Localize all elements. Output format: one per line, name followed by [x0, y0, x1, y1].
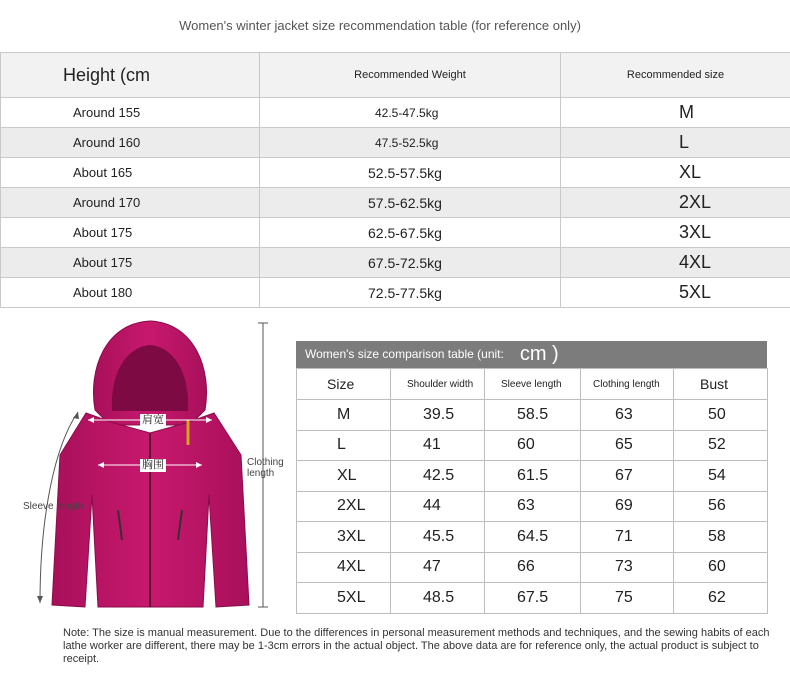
sleeve-length-cell: 64.5: [485, 522, 581, 553]
chest-label: 胸围: [142, 459, 164, 471]
header-weight: Recommended Weight: [260, 53, 561, 98]
shoulder-width-cell: 44: [391, 491, 485, 522]
table-row: [297, 491, 768, 522]
header-clothing-length: Clothing length: [581, 369, 674, 400]
size-cell: 4XL: [561, 248, 790, 278]
shoulder-width-cell: 41: [391, 430, 485, 461]
sleeve-length-cell: 58.5: [485, 400, 581, 431]
size-cell: L: [297, 430, 391, 461]
height-cell: Around 170: [1, 188, 260, 218]
recommendation-header-row: [1, 53, 790, 98]
size-cell: M: [561, 98, 790, 128]
bust-cell: 60: [674, 552, 768, 583]
table-row: [1, 248, 790, 278]
sleeve-length-cell: 66: [485, 552, 581, 583]
note-text: Note: The size is manual measurement. Due to the differences in personal measurement methods and techniques, and the sewing habits of each lathe worker are different, there may be 1-3cm errors in the actual object. The above data are for reference only, the actual product is subject to receipt.: [63, 627, 770, 665]
table-row: [297, 430, 768, 461]
bust-cell: 54: [674, 461, 768, 492]
sleeve-length-cell: 67.5: [485, 583, 581, 614]
table-row: [297, 461, 768, 492]
page-title: Women's winter jacket size recommendation table (for reference only): [179, 18, 581, 33]
bust-cell: 50: [674, 400, 768, 431]
table-row: [1, 218, 790, 248]
shoulder-width-cell: 48.5: [391, 583, 485, 614]
sleeve-length-cell: 63: [485, 491, 581, 522]
table-row: [1, 188, 790, 218]
size-header-row: [297, 369, 768, 400]
table-row: [1, 158, 790, 188]
size-table-unit: cm ): [519, 343, 559, 366]
clothing-length-cell: 63: [581, 400, 674, 431]
weight-cell: 67.5-72.5kg: [260, 248, 561, 278]
size-cell: 5XL: [561, 278, 790, 308]
sleeve-length-cell: 60: [485, 430, 581, 461]
shoulder-width-label: 肩宽: [142, 414, 164, 426]
table-row: [1, 98, 790, 128]
table-row: [297, 522, 768, 553]
weight-cell: 62.5-67.5kg: [260, 218, 561, 248]
size-cell: 4XL: [297, 552, 391, 583]
clothing-length-cell: 69: [581, 491, 674, 522]
size-table-title-text: Women's size comparison table (unit:: [305, 347, 504, 361]
table-row: [297, 400, 768, 431]
height-cell: About 165: [1, 158, 260, 188]
bust-cell: 56: [674, 491, 768, 522]
clothing-length-cell: 65: [581, 430, 674, 461]
size-cell: 3XL: [297, 522, 391, 553]
height-cell: Around 160: [1, 128, 260, 158]
weight-cell: 47.5-52.5kg: [260, 128, 561, 158]
weight-cell: 42.5-47.5kg: [260, 98, 561, 128]
shoulder-width-cell: 39.5: [391, 400, 485, 431]
size-cell: XL: [561, 158, 790, 188]
clothing-length-cell: 67: [581, 461, 674, 492]
shoulder-width-cell: 47: [391, 552, 485, 583]
sleeve-length-label: Sleeve length: [23, 501, 84, 512]
size-cell: 5XL: [297, 583, 391, 614]
size-table-title: [296, 341, 767, 368]
size-cell: XL: [297, 461, 391, 492]
sleeve-length-cell: 61.5: [485, 461, 581, 492]
table-row: [297, 583, 768, 614]
height-cell: About 180: [1, 278, 260, 308]
clothing-length-cell: 73: [581, 552, 674, 583]
header-sleeve-length: Sleeve length: [485, 369, 581, 400]
recommendation-table: [0, 52, 790, 308]
bust-cell: 52: [674, 430, 768, 461]
size-cell: M: [297, 400, 391, 431]
weight-cell: 57.5-62.5kg: [260, 188, 561, 218]
weight-cell: 72.5-77.5kg: [260, 278, 561, 308]
size-cell: L: [561, 128, 790, 158]
clothing-length-label: Clothing length: [247, 457, 284, 479]
header-size: Recommended size: [561, 53, 790, 98]
height-cell: About 175: [1, 218, 260, 248]
table-row: [297, 552, 768, 583]
header-bust: Bust: [674, 369, 768, 400]
bust-cell: 62: [674, 583, 768, 614]
shoulder-width-cell: 45.5: [391, 522, 485, 553]
table-row: [1, 128, 790, 158]
size-cell: 2XL: [561, 188, 790, 218]
height-cell: About 175: [1, 248, 260, 278]
bust-cell: 58: [674, 522, 768, 553]
size-cell: 2XL: [297, 491, 391, 522]
clothing-length-cell: 75: [581, 583, 674, 614]
table-row: [1, 278, 790, 308]
size-comparison-table: [296, 368, 768, 614]
jacket-illustration: [0, 315, 295, 615]
size-cell: 3XL: [561, 218, 790, 248]
height-cell: Around 155: [1, 98, 260, 128]
shoulder-width-cell: 42.5: [391, 461, 485, 492]
weight-cell: 52.5-57.5kg: [260, 158, 561, 188]
clothing-length-cell: 71: [581, 522, 674, 553]
header-height: Height (cm: [1, 53, 260, 98]
header-size: Size: [297, 369, 391, 400]
header-shoulder-width: Shoulder width: [391, 369, 485, 400]
